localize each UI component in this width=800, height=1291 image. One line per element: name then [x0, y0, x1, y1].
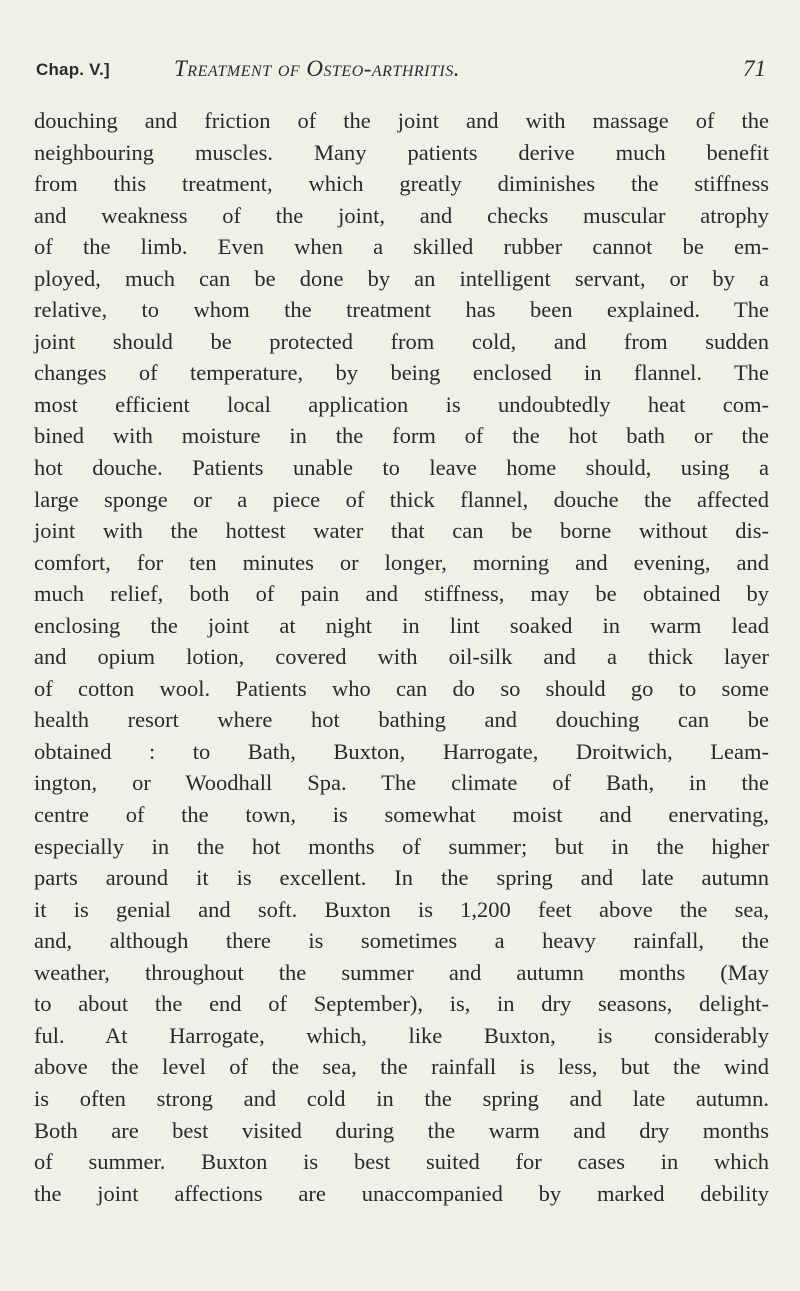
text-line: douching and friction of the joint and with massage of the — [34, 108, 769, 133]
text-line: bined with moisture in the form of the hot bath or the — [34, 423, 769, 449]
text-line: health resort where hot bathing and douching can be — [34, 707, 769, 733]
text-line: from this treatment, which greatly diminishes the stiffness — [34, 171, 769, 197]
text-line: and opium lotion, covered with oil-silk and a thick layer — [34, 644, 769, 670]
text-line: especially in the hot months of summer; but in the higher — [34, 833, 769, 859]
text-line: the joint affections are unaccompanied by marked debility — [34, 1180, 769, 1206]
text-line: neighbouring muscles. Many patients derive much benefit — [34, 139, 769, 165]
text-line: and weakness of the joint, and checks muscular atrophy — [34, 202, 769, 228]
text-line: most efficient local application is undoubtedly heat com- — [34, 391, 769, 417]
body-text — [34, 105, 769, 1209]
text-line: of the limb. Even when a skilled rubber cannot be em- — [34, 234, 769, 260]
text-line: to about the end of September), is, in dry seasons, delight- — [34, 991, 769, 1017]
text-line: centre of the town, is somewhat moist and enervating, — [34, 802, 769, 828]
text-line: large sponge or a piece of thick flannel, douche the affected — [34, 486, 769, 512]
text-line: enclosing the joint at night in lint soaked in warm lead — [34, 612, 769, 638]
text-line: joint should be protected from cold, and from sudden — [34, 328, 769, 354]
text-line: above the level of the sea, the rainfall is less, but the wind — [34, 1054, 769, 1080]
text-line: and, although there is sometimes a heavy rainfall, the — [34, 928, 769, 954]
text-line: of cotton wool. Patients who can do so should go to some — [34, 675, 769, 701]
text-line: weather, throughout the summer and autumn months (May — [34, 959, 769, 985]
text-line: ployed, much can be done by an intelligent servant, or by a — [34, 265, 769, 291]
text-line: of summer. Buxton is best suited for cases in which — [34, 1149, 769, 1175]
text-line: hot douche. Patients unable to leave home should, using a — [34, 455, 769, 481]
text-line: is often strong and cold in the spring and late autumn. — [34, 1085, 769, 1111]
running-title: Treatment of Osteo-arthritis. — [174, 56, 460, 81]
text-line: ington, or Woodhall Spa. The climate of Bath, in the — [34, 770, 769, 796]
text-line: comfort, for ten minutes or longer, morning and evening, and — [34, 549, 769, 575]
text-line: parts around it is excellent. In the spring and late autumn — [34, 865, 769, 891]
text-line: ful. At Harrogate, which, like Buxton, is considerably — [34, 1022, 769, 1048]
text-line: changes of temperature, by being enclosed in flannel. The — [34, 360, 769, 386]
text-line: it is genial and soft. Buxton is 1,200 feet above the sea, — [34, 896, 769, 922]
text-line: joint with the hottest water that can be borne without dis- — [34, 518, 769, 544]
text-line: obtained : to Bath, Buxton, Harrogate, Droitwich, Leam- — [34, 738, 769, 764]
text-line: Both are best visited during the warm and dry months — [34, 1117, 769, 1143]
page-header — [36, 56, 766, 90]
chapter-label: Chap. V.] — [36, 60, 110, 79]
page-number: 71 — [743, 56, 766, 81]
text-line: much relief, both of pain and stiffness, may be obtained by — [34, 581, 769, 607]
text-line: relative, to whom the treatment has been explained. The — [34, 297, 769, 323]
